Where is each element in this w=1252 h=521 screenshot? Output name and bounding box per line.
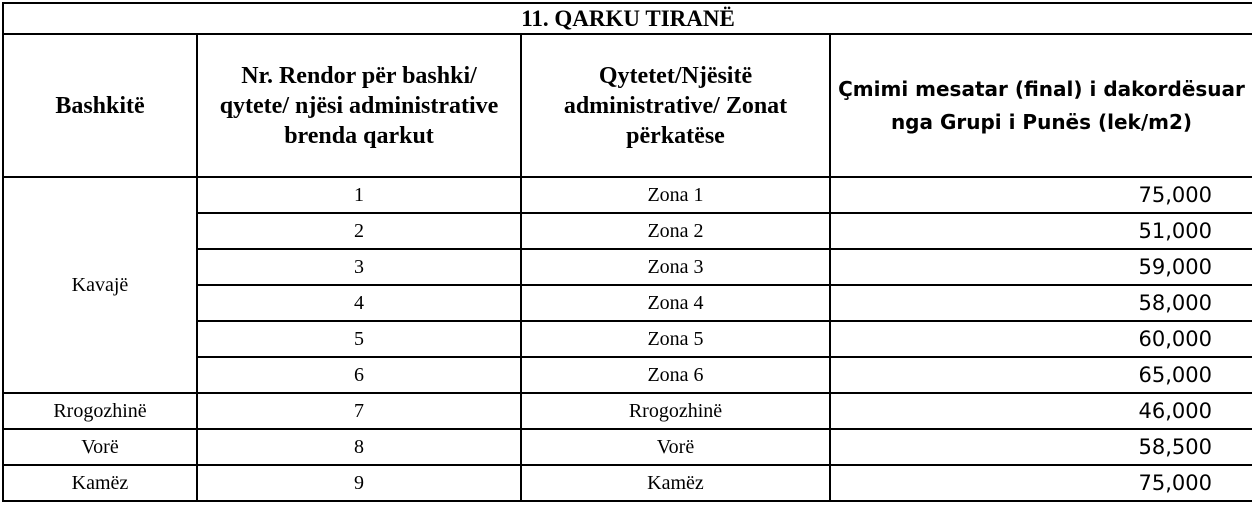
table-row — [3, 465, 1252, 501]
nr-cell: 3 — [197, 249, 521, 285]
header-bashkite: Bashkitë — [3, 34, 197, 177]
nr-cell: 5 — [197, 321, 521, 357]
nr-cell: 1 — [197, 177, 521, 213]
nr-cell: 4 — [197, 285, 521, 321]
bashki-cell: Rrogozhinë — [3, 393, 197, 429]
header-cmimi: Çmimi mesatar (final) i dakordësuar nga Grupi i Punës (lek/m2) — [830, 34, 1252, 177]
table-row — [3, 177, 1252, 213]
zona-cell: Rrogozhinë — [521, 393, 830, 429]
nr-cell: 2 — [197, 213, 521, 249]
bashki-cell: Vorë — [3, 429, 197, 465]
nr-cell: 9 — [197, 465, 521, 501]
cmimi-cell: 59,000 — [830, 249, 1252, 285]
nr-cell: 8 — [197, 429, 521, 465]
zona-cell: Zona 1 — [521, 177, 830, 213]
table-row — [3, 429, 1252, 465]
table-title: 11. QARKU TIRANË — [3, 3, 1252, 34]
zona-cell: Vorë — [521, 429, 830, 465]
cmimi-cell: 75,000 — [830, 465, 1252, 501]
zona-cell: Zona 4 — [521, 285, 830, 321]
zona-cell: Zona 3 — [521, 249, 830, 285]
header-nr-rendor: Nr. Rendor për bashki/ qytete/ njësi administrative brenda qarkut — [197, 34, 521, 177]
bashki-cell: Kavajë — [3, 177, 197, 393]
cmimi-cell: 51,000 — [830, 213, 1252, 249]
cmimi-cell: 58,000 — [830, 285, 1252, 321]
title-row — [3, 3, 1252, 34]
cmimi-cell: 58,500 — [830, 429, 1252, 465]
zona-cell: Zona 5 — [521, 321, 830, 357]
cmimi-cell: 46,000 — [830, 393, 1252, 429]
nr-cell: 6 — [197, 357, 521, 393]
zona-cell: Zona 6 — [521, 357, 830, 393]
bashki-cell: Kamëz — [3, 465, 197, 501]
cmimi-cell: 60,000 — [830, 321, 1252, 357]
zona-cell: Zona 2 — [521, 213, 830, 249]
nr-cell: 7 — [197, 393, 521, 429]
cmimi-cell: 75,000 — [830, 177, 1252, 213]
header-row — [3, 34, 1252, 177]
zona-cell: Kamëz — [521, 465, 830, 501]
header-qytetet: Qytetet/Njësitë administrative/ Zonat përkatëse — [521, 34, 830, 177]
cmimi-cell: 65,000 — [830, 357, 1252, 393]
table-row — [3, 393, 1252, 429]
qarku-table — [2, 2, 1252, 502]
